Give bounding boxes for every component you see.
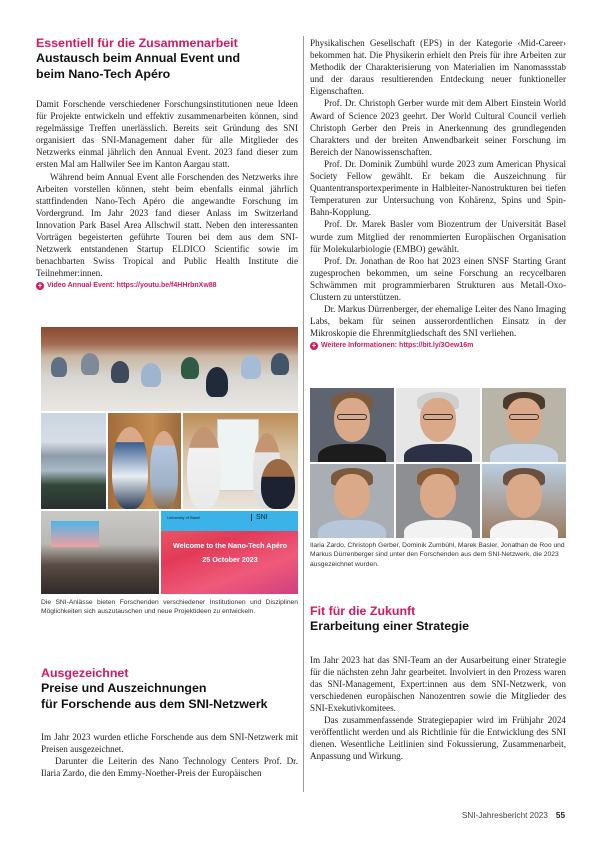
paragraph: Im Jahr 2023 wurden etliche Forschende aus dem SNI-Netzwerk mit Preisen ausgezeichnet. <box>41 732 298 755</box>
portrait-markus-duerrenberger <box>482 464 566 538</box>
paragraph: Prof. Dr. Marek Basler vom Biozentrum der Universität Basel wurde zum Mitglied der renommierten Europäischen Organisation für Molekularbiologie (EMBO) gewählt. <box>310 219 566 254</box>
paragraph: Im Jahr 2023 hat das SNI-Team an der Ausarbeitung einer Strategie für die nächsten zehn Jahr gearbeitet. Involviert in den Prozess waren das SNI-Management, Expert:innen aus dem SNI-Netzwerk, von verschiedenen europäischen Nanozentren sowie die Mitglieder des SNI-Exekutivkomitees. <box>310 654 566 713</box>
more-info-link[interactable] <box>310 341 566 351</box>
photo-welcome-slide <box>161 511 298 594</box>
collage-caption-block <box>41 598 298 617</box>
headline-line: für Forschende aus dem SNI-Netzwerk <box>41 696 268 711</box>
portrait-marek-basler <box>310 464 394 538</box>
section-headline <box>41 681 298 712</box>
headline-line: beim Nano-Tech Apéro <box>36 66 171 81</box>
awardee-portraits <box>310 388 566 538</box>
paragraph: Darunter die Leiterin des Nano Technology Centers Prof. Dr. Ilaria Zardo, die den Emmy-Noether-Preis der Europäischen <box>41 756 298 779</box>
slide-date-text: 25 October 2023 <box>202 555 258 564</box>
portrait-christoph-gerber <box>396 388 480 462</box>
portrait-jonathan-de-roo <box>396 464 480 538</box>
article-body <box>41 731 298 779</box>
plus-circle-icon: + <box>311 341 317 351</box>
photo-caption: Ilaria Zardo, Christoph Gerber, Dominik Zumbühl, Marek Basler, Jonathan de Roo und Markus Dürrenberger sind unter den Forschenden aus dem SNI-Netzwerk, die 2023 ausgezeichnet wurden. <box>310 542 565 568</box>
headline-line: Preise und Auszeichnungen <box>41 681 207 695</box>
event-photo-collage <box>41 327 298 594</box>
paragraph: Das zusammenfassende Strategiepapier wird im Frühjahr 2024 veröffentlicht werden und als Richtlinie für die Entwicklung des SNI dienen. Wesentliche Leitlinien sind Fokussierung, Zusammenarbeit, Anpassung und Wirkung. <box>310 714 566 762</box>
slide-university: University of Basel <box>167 515 201 520</box>
link-text[interactable]: Weitere Informationen: https://bit.ly/3Oew16m <box>321 342 474 350</box>
video-link[interactable] <box>36 281 298 291</box>
strategy-section <box>310 604 566 762</box>
paragraph: Während beim Annual Event alle Forschenden des Netzwerks ihre Arbeiten vorstellen können, steht beim ebenfalls einmal jährlich stattfindenden Nano-Tech Apéro die angewandte Forschung im Vordergrund. Im Jahr 2023 fand dieser Anlass im Switzerland Innovation Park Basel Area Allschwil statt. Neben den interessanten Vorträgen begeisterten geführte Touren bei dem aus dem SNI-Netzwerk entstandenen Startup ELDICO Scientific sowie im benachbarten Swiss Tropical and Public Health Institute die Teilnehmer:innen. <box>36 171 298 279</box>
section-headline <box>36 51 298 82</box>
column-divider <box>303 36 304 792</box>
photo-poster-session <box>183 413 298 509</box>
paragraph: Damit Forschende verschiedener Forschungsinstitutionen neue Ideen für Projekte entwickeln und effektiv zusammenarbeiten können, sind regelmässige Treffen unerlässlich. Bereits seit Gründung des SNI organisiert das SNI-Management daher für alle Mitglieder des Netzwerks einmal jährlich den Annual Event. 2023 fand dieser zum ersten Mal am Hallwiler See im Kanton Aargau statt. <box>36 99 298 170</box>
paragraph: Dr. Markus Dürrenberger, der ehemalige Leiter des Nano Imaging Labs, bekam für seinen ausserordentlichen Einsatz in der Mikroskopie die Ehrenmitgliedschaft des SNI verliehen. <box>310 304 566 339</box>
portrait-ilaria-zardo <box>310 388 394 462</box>
projection-screen <box>51 521 99 547</box>
portrait-dominik-zumbuehl <box>482 388 566 462</box>
section-kicker: Essentiell für die Zusammenarbeit <box>36 36 238 50</box>
slide-sni-logo: SNI <box>251 514 268 521</box>
section-kicker: Fit für die Zukunft <box>310 604 416 618</box>
section-headline: Erarbeitung einer Strategie <box>310 619 470 633</box>
paragraph: Physikalischen Gesellschaft (EPS) in der Kategorie ‹Mid-Career› bekommen hat. Die Physikerin erhielt den Preis für ihre Arbeiten zur Methodik der Charakterisierung von Materialien im Nanomassstab und der daraus resultierenden Entdeckung neuer funktioneller Eigenschaften. <box>310 38 566 97</box>
portraits-caption-block <box>310 541 566 569</box>
link-text[interactable]: Video Annual Event: https://youtu.be/f4HHrbnXw88 <box>47 282 217 290</box>
photo-caption: Die SNI-Anlässe bieten Forschenden verschiedener Institutionen und Disziplinen Möglichkeiten sich auszutauschen und neue Projektideen zu entwickeln. <box>41 599 298 616</box>
plus-circle-icon: + <box>37 281 43 291</box>
left-column <box>36 36 298 291</box>
photo-nanotech-lecture <box>41 511 159 594</box>
awards-section <box>41 666 298 779</box>
photo-lake-view <box>41 413 106 509</box>
publication-title: SNI-Jahresbericht 2023 <box>461 811 548 820</box>
headline-line: Austausch beim Annual Event und <box>36 51 241 65</box>
article-body <box>36 98 298 279</box>
paragraph: Prof. Dr. Jonathan de Roo hat 2023 einen SNSF Starting Grant zugesprochen bekommen, um seine Forschung an recycelbaren Schwämmen mit programmierbaren Strukturen aus Metall-Oxo-Clustern zu unterstützen. <box>310 255 566 302</box>
paragraph: Prof. Dr. Dominik Zumbühl wurde 2023 zum American Physical Society Fellow gewählt. Er bekam die Auszeichnung für Quantentransportexperimente in Halbleiter-Nanostrukturen bei tiefen Temperaturen zur Untersuchung von Kohärenz, Spins und Spin-Bahn-Kopplung. <box>310 158 566 218</box>
page-number: 55 <box>555 811 565 820</box>
page-footer <box>462 811 565 820</box>
section-kicker: Ausgezeichnet <box>41 666 129 680</box>
photo-annual-event-audience <box>41 327 298 411</box>
slide-welcome-text: Welcome to the Nano-Tech Apéro <box>172 541 288 550</box>
paragraph: Prof. Dr. Christoph Gerber wurde mit dem Albert Einstein World Award of Science 2023 geehrt. Der World Cultural Council verlieh Christoph Gerber den Preis in Anerkennung des grundlegenden Charakters und der breiten Anwendbarkeit seiner Forschung im Bereich der Nanowissenschaften. <box>310 98 566 157</box>
photo-award-handshake <box>108 413 181 509</box>
article-body <box>310 654 566 763</box>
right-column <box>310 37 566 351</box>
article-body <box>310 37 566 339</box>
